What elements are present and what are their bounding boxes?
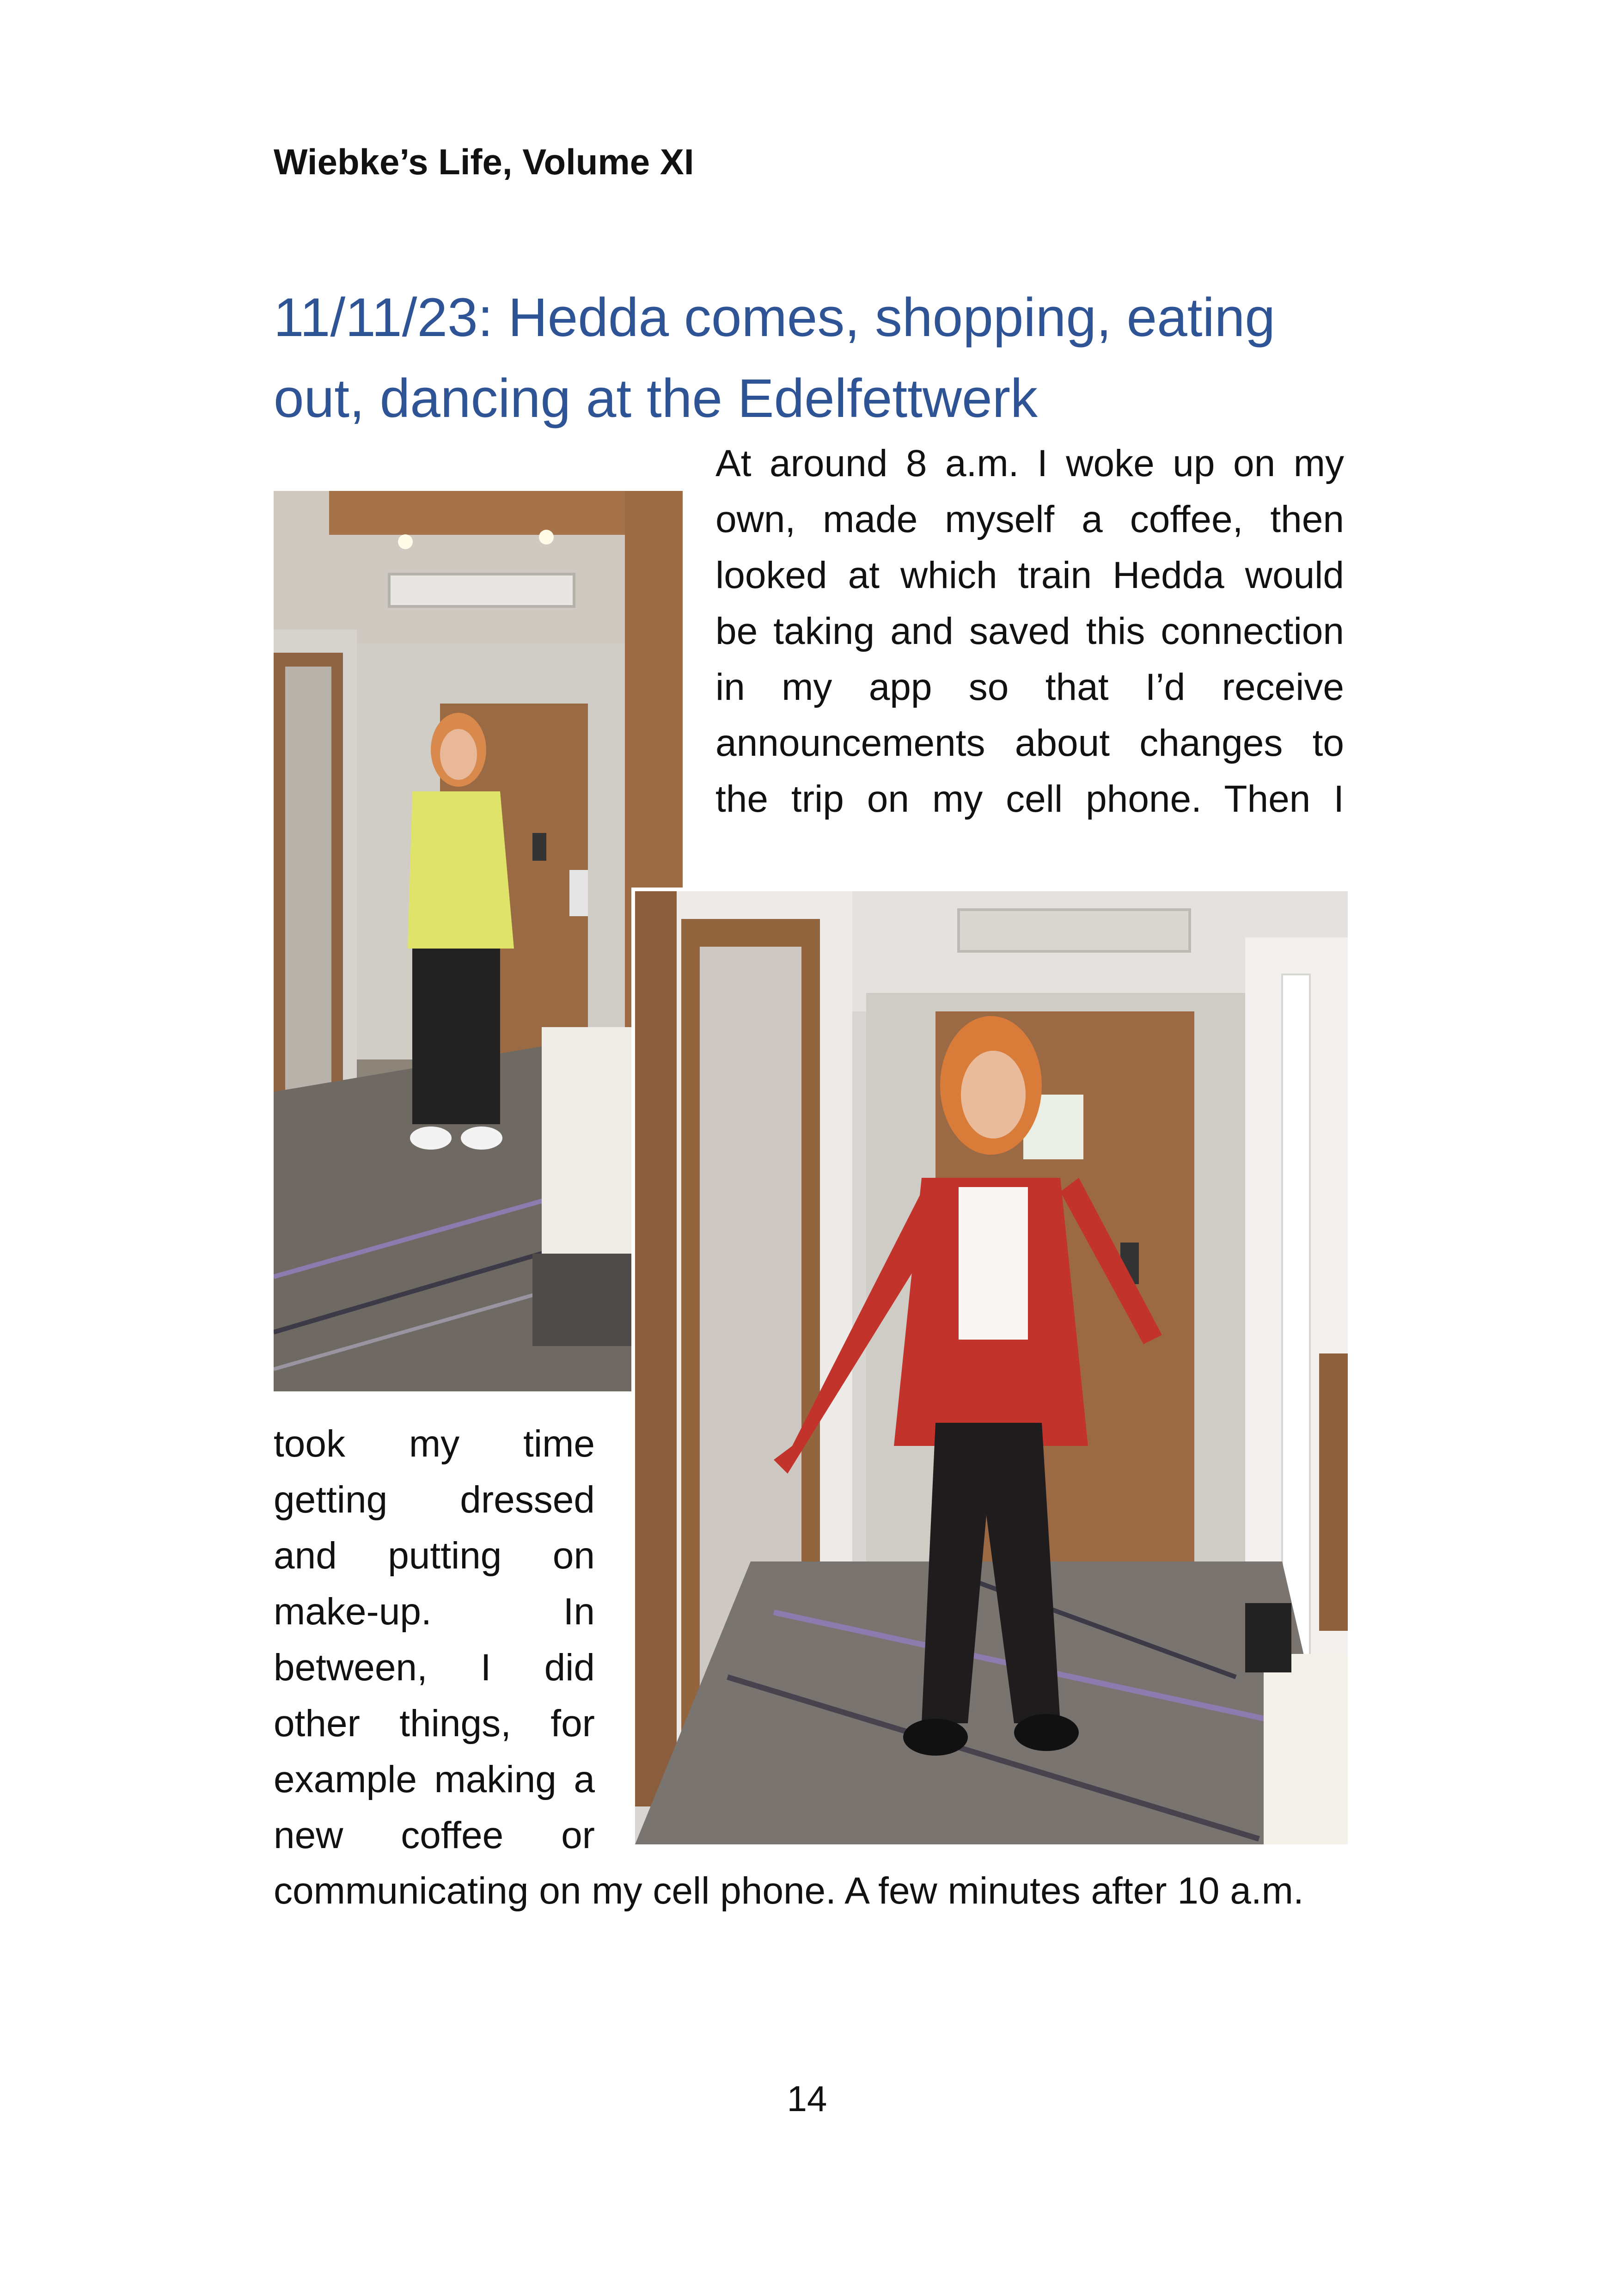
paragraph-right-top: At around 8 a.m. I woke up on my own, made myself a coffee, then looked at which train Hedda would be taking and saved this connection in my app so that I’d receive announcements about changes to the trip on my cell phone. Then I [715, 442, 1344, 820]
photo-yellow-jacket [274, 491, 683, 1391]
chapter-title: 11/11/23: Hedda comes, shopping, eating out, dancing at the Edelfettwerk [274, 287, 1276, 429]
page-number: 14 [787, 2078, 827, 2119]
photo-red-jacket [631, 888, 1348, 1844]
book-title: Wiebke’s Life, Volume XI [274, 141, 694, 182]
photo-red-jacket-drawing [635, 891, 1348, 1844]
paragraph-full-bottom: communicating on my cell phone. A few minutes after 10 a.m. [274, 1870, 1304, 1912]
paragraph-left-bottom: took my time getting dressed and putting on make-up. In between, I did other things, for example making a new coffee or [274, 1423, 595, 1856]
photo-yellow-jacket-drawing [274, 491, 683, 1391]
